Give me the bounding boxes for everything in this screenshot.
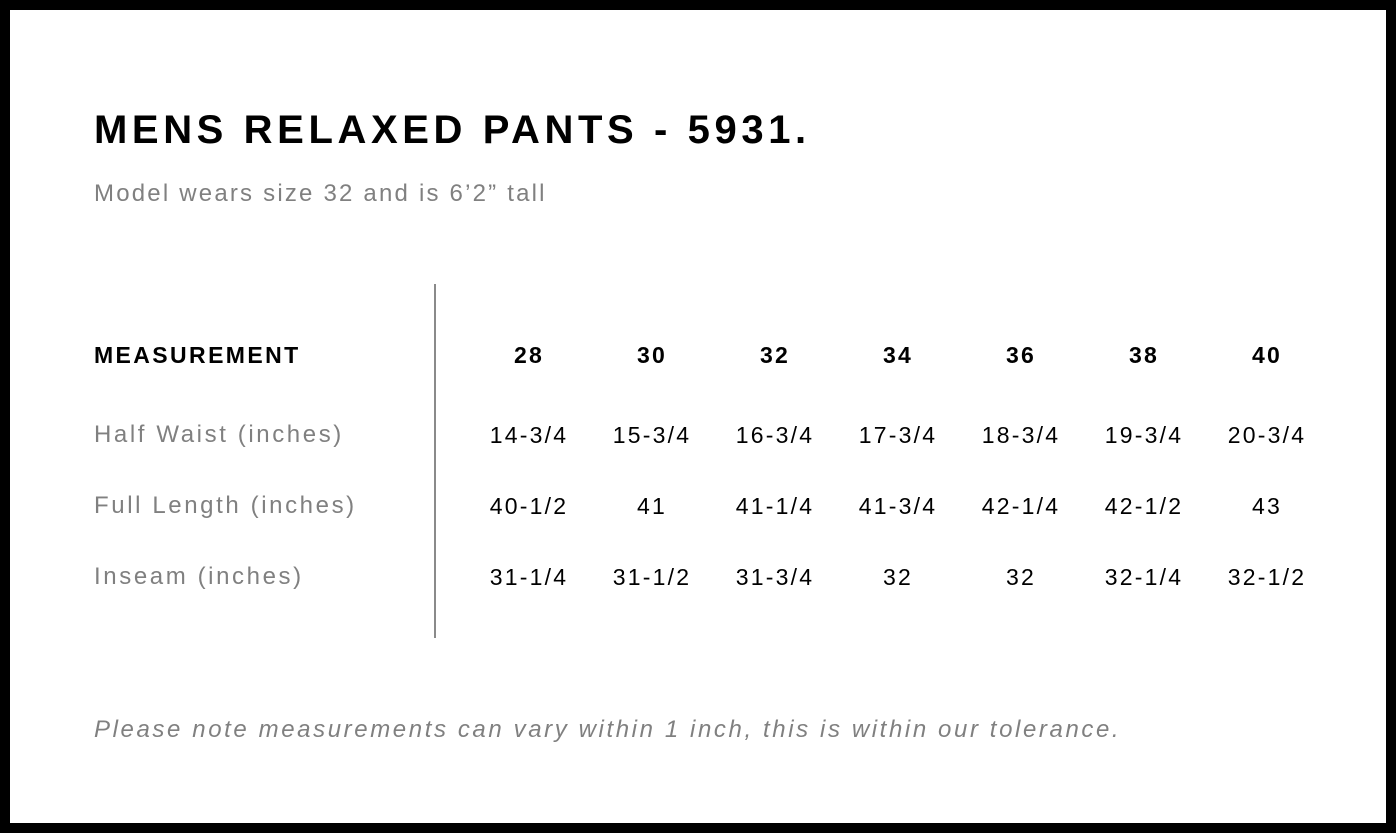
table-cell: 32-1/4 xyxy=(1104,564,1184,590)
page-title: MENS RELAXED PANTS - 5931. xyxy=(94,108,811,152)
table-divider xyxy=(434,284,436,638)
table-cell: 15-3/4 xyxy=(612,422,692,448)
table-cell: 43 xyxy=(1252,493,1282,519)
table-cell: 18-3/4 xyxy=(981,422,1061,448)
table-cell: 17-3/4 xyxy=(858,422,938,448)
table-cell: 14-3/4 xyxy=(489,422,569,448)
measurement-header: MEASUREMENT xyxy=(94,342,301,368)
table-cell: 40-1/2 xyxy=(489,493,569,519)
row-label-full-length: Full Length (inches) xyxy=(94,492,357,519)
table-cell: 32-1/2 xyxy=(1227,564,1307,590)
table-cell: 20-3/4 xyxy=(1227,422,1307,448)
table-cell: 42-1/2 xyxy=(1104,493,1184,519)
table-cell: 32 xyxy=(883,564,913,590)
size-header-36: 36 xyxy=(1006,342,1036,368)
table-cell: 41-1/4 xyxy=(735,493,815,519)
model-info-subtitle: Model wears size 32 and is 6’2” tall xyxy=(94,180,547,207)
table-cell: 41-3/4 xyxy=(858,493,938,519)
size-header-34: 34 xyxy=(883,342,913,368)
size-chart-card xyxy=(10,10,1386,823)
table-cell: 16-3/4 xyxy=(735,422,815,448)
tolerance-note: Please note measurements can vary within 1 inch, this is within our tolerance. xyxy=(94,716,1122,743)
row-label-half-waist: Half Waist (inches) xyxy=(94,421,344,448)
size-header-40: 40 xyxy=(1252,342,1282,368)
table-cell: 31-1/4 xyxy=(489,564,569,590)
table-cell: 41 xyxy=(637,493,667,519)
size-header-28: 28 xyxy=(514,342,544,368)
size-header-30: 30 xyxy=(637,342,667,368)
size-header-32: 32 xyxy=(760,342,790,368)
table-cell: 31-3/4 xyxy=(735,564,815,590)
table-cell: 42-1/4 xyxy=(981,493,1061,519)
size-header-38: 38 xyxy=(1129,342,1159,368)
table-cell: 19-3/4 xyxy=(1104,422,1184,448)
row-label-inseam: Inseam (inches) xyxy=(94,563,304,590)
table-cell: 32 xyxy=(1006,564,1036,590)
table-cell: 31-1/2 xyxy=(612,564,692,590)
